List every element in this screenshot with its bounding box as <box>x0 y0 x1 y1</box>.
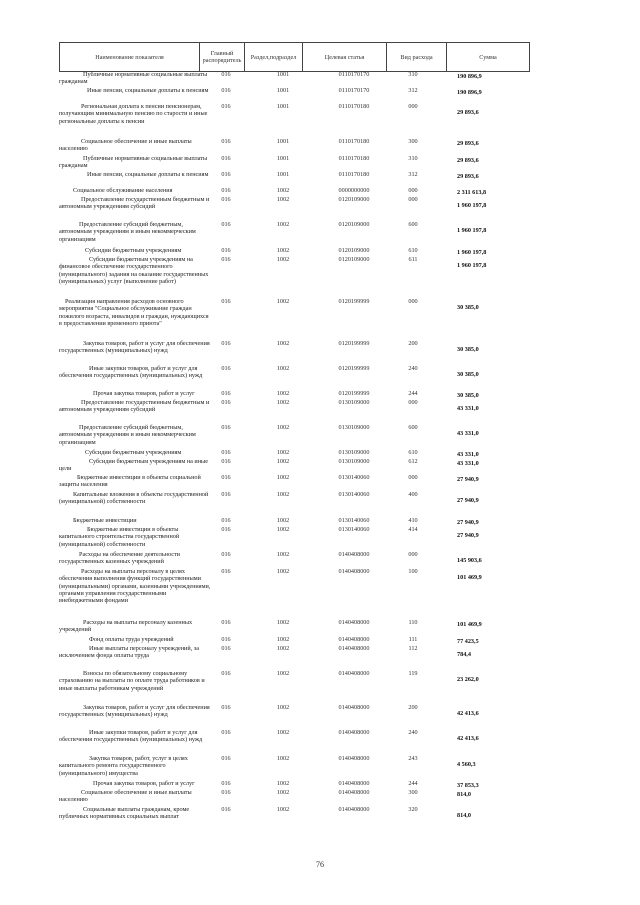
row-section: 1002 <box>276 187 290 194</box>
row-name: Прочая закупка товаров, работ и услуг <box>93 390 195 397</box>
row-target-item: 0140408000 <box>338 551 370 558</box>
row-section: 1002 <box>276 517 290 524</box>
row-target-item: 0110170170 <box>338 71 370 78</box>
row-expense-type: 100 <box>408 568 418 575</box>
row-section: 1002 <box>276 474 290 481</box>
row-name: Субсидии бюджетным учреждениям на финансовое обеспечение государственного (муниципального) задания на оказание государственных (муниципальных) услуг (выполнение работ) <box>59 256 209 285</box>
row-main-manager: 016 <box>221 729 231 736</box>
row-main-manager: 016 <box>221 789 231 796</box>
row-section: 1001 <box>276 155 290 162</box>
row-section: 1002 <box>276 806 290 813</box>
row-target-item: 0130140060 <box>338 526 370 533</box>
row-sum: 2 311 613,8 <box>457 189 487 196</box>
row-target-item: 0130109000 <box>338 449 370 456</box>
row-sum: 27 940,9 <box>457 532 479 539</box>
row-name: Прочая закупка товаров, работ и услуг <box>93 780 195 787</box>
row-name: Предоставление субсидий бюджетным, автономным учреждениям и иным некоммерческим организациям <box>59 221 196 243</box>
row-name: Расходы на выплаты персоналу казенных учреждений <box>59 619 193 634</box>
row-expense-type: 611 <box>408 256 418 263</box>
row-sum: 190 896,9 <box>457 73 482 80</box>
header-target-item: Целевая статья <box>303 43 387 72</box>
table-row <box>59 87 539 94</box>
table-row <box>59 704 539 719</box>
row-sum: 30 385,0 <box>457 392 479 399</box>
table-row <box>59 171 539 178</box>
row-target-item: 0140408000 <box>338 806 370 813</box>
row-sum: 30 385,0 <box>457 371 479 378</box>
row-main-manager: 016 <box>221 399 231 406</box>
row-sum: 77 423,5 <box>457 638 479 645</box>
row-expense-type: 240 <box>408 729 418 736</box>
row-target-item: 0120199999 <box>338 298 370 305</box>
row-expense-type: 300 <box>408 789 418 796</box>
row-name: Публичные нормативные социальные выплаты гражданам <box>59 155 208 170</box>
row-main-manager: 016 <box>221 171 231 178</box>
row-target-item: 0140408000 <box>338 704 370 711</box>
row-target-item: 0140408000 <box>338 729 370 736</box>
header-name: Наименование показателя <box>60 43 200 72</box>
row-main-manager: 016 <box>221 704 231 711</box>
row-sum: 1 960 197,8 <box>457 227 487 234</box>
row-expense-type: 312 <box>408 87 418 94</box>
table-row <box>59 256 539 285</box>
table-row <box>59 806 539 821</box>
table-row <box>59 491 539 506</box>
row-name: Иные закупки товаров, работ и услуг для обеспечения государственных (муниципальных) нужд <box>59 729 203 744</box>
row-sum: 29 893,6 <box>457 173 479 180</box>
row-section: 1002 <box>276 221 290 228</box>
row-expense-type: 200 <box>408 340 418 347</box>
table-row <box>59 755 539 777</box>
row-section: 1002 <box>276 670 290 677</box>
row-name: Социальное обеспечение и иные выплаты населению <box>59 789 192 804</box>
row-name: Социальное обслуживание населения <box>73 187 173 194</box>
row-target-item: 0110170180 <box>338 103 370 110</box>
row-target-item: 0130140060 <box>338 491 370 498</box>
table-row <box>59 196 539 211</box>
row-main-manager: 016 <box>221 138 231 145</box>
row-main-manager: 016 <box>221 256 231 263</box>
row-target-item: 0140408000 <box>338 670 370 677</box>
row-main-manager: 016 <box>221 298 231 305</box>
row-main-manager: 016 <box>221 755 231 762</box>
row-section: 1002 <box>276 340 290 347</box>
row-name: Иные закупки товаров, работ и услуг для обеспечения государственных (муниципальных) нужд <box>59 365 203 380</box>
row-section: 1002 <box>276 789 290 796</box>
row-section: 1002 <box>276 491 290 498</box>
row-sum: 30 385,0 <box>457 304 479 311</box>
row-name: Субсидии бюджетным учреждениям <box>85 449 182 456</box>
table-row <box>59 340 539 355</box>
table-row <box>59 187 539 194</box>
row-sum: 814,0 <box>457 791 471 798</box>
row-section: 1002 <box>276 298 290 305</box>
row-section: 1002 <box>276 645 290 652</box>
table-row <box>59 365 539 380</box>
row-name: Бюджетные инвестиции в объекты капитального строительства государственной (муниципальной) собственности <box>59 526 180 548</box>
row-expense-type: 610 <box>408 449 418 456</box>
row-main-manager: 016 <box>221 340 231 347</box>
table-row <box>59 645 539 660</box>
row-sum: 1 960 197,8 <box>457 249 487 256</box>
row-sum: 190 896,9 <box>457 89 482 96</box>
row-main-manager: 016 <box>221 458 231 465</box>
row-name: Иные выплаты персоналу учреждений, за исключением фонда оплаты труда <box>59 645 199 660</box>
row-sum: 1 960 197,8 <box>457 202 487 209</box>
row-expense-type: 612 <box>408 458 418 465</box>
table-row <box>59 399 539 414</box>
row-sum: 42 413,6 <box>457 735 479 742</box>
row-expense-type: 000 <box>408 196 418 203</box>
row-expense-type: 610 <box>408 247 418 254</box>
row-main-manager: 016 <box>221 187 231 194</box>
row-target-item: 0130109000 <box>338 424 370 431</box>
row-target-item: 0110170170 <box>338 87 370 94</box>
row-main-manager: 016 <box>221 221 231 228</box>
table-row <box>59 789 539 804</box>
table-row <box>59 780 539 787</box>
row-main-manager: 016 <box>221 806 231 813</box>
row-main-manager: 016 <box>221 491 231 498</box>
row-expense-type: 400 <box>408 491 418 498</box>
table-row <box>59 551 539 566</box>
row-name: Иные пенсии, социальные доплаты к пенсиям <box>87 171 209 178</box>
row-main-manager: 016 <box>221 670 231 677</box>
row-expense-type: 300 <box>408 138 418 145</box>
row-name: Фонд оплаты труда учреждений <box>89 636 174 643</box>
row-target-item: 0120109000 <box>338 196 370 203</box>
row-main-manager: 016 <box>221 568 231 575</box>
row-sum: 4 560,3 <box>457 761 476 768</box>
row-sum: 1 960 197,8 <box>457 262 487 269</box>
row-sum: 27 940,9 <box>457 519 479 526</box>
row-name: Предоставление государственным бюджетным и автономным учреждениям субсидий <box>59 196 210 211</box>
row-expense-type: 000 <box>408 551 418 558</box>
row-main-manager: 016 <box>221 87 231 94</box>
row-name: Иные пенсии, социальные доплаты к пенсиям <box>87 87 209 94</box>
row-target-item: 0140408000 <box>338 636 370 643</box>
row-main-manager: 016 <box>221 196 231 203</box>
table-row <box>59 517 539 524</box>
row-expense-type: 000 <box>408 474 418 481</box>
row-sum: 42 413,6 <box>457 710 479 717</box>
row-main-manager: 016 <box>221 619 231 626</box>
table-header <box>59 42 530 72</box>
row-expense-type: 244 <box>408 780 418 787</box>
row-main-manager: 016 <box>221 474 231 481</box>
row-main-manager: 016 <box>221 155 231 162</box>
row-main-manager: 016 <box>221 103 231 110</box>
row-sum: 43 331,0 <box>457 430 479 437</box>
row-name: Расходы на выплаты персоналу в целях обеспечения выполнения функций государственными (муниципальными) органами, казенными учреждениями, органами управления государственными внебюджетными фондами <box>59 568 211 605</box>
row-section: 1002 <box>276 551 290 558</box>
row-sum: 43 331,0 <box>457 460 479 467</box>
row-name: Предоставление государственным бюджетным и автономным учреждениям субсидий <box>59 399 210 414</box>
row-name: Публичные нормативные социальные выплаты гражданам <box>59 71 208 86</box>
row-section: 1002 <box>276 399 290 406</box>
row-name: Бюджетные инвестиции в объекты социальной защиты населения <box>59 474 201 489</box>
row-expense-type: 310 <box>408 71 418 78</box>
row-section: 1001 <box>276 103 290 110</box>
row-expense-type: 119 <box>408 670 418 677</box>
row-sum: 23 262,0 <box>457 676 479 683</box>
row-expense-type: 320 <box>408 806 418 813</box>
row-section: 1002 <box>276 780 290 787</box>
row-target-item: 0110170180 <box>338 155 370 162</box>
table-row <box>59 71 539 86</box>
row-main-manager: 016 <box>221 71 231 78</box>
table-row <box>59 526 539 548</box>
row-expense-type: 600 <box>408 424 418 431</box>
row-name: Предоставление субсидий бюджетным, автономным учреждениям и иным некоммерческим организациям <box>59 424 196 446</box>
header-section: Раздел,подраздел <box>245 43 303 72</box>
header-main-manager: Главный распорядитель <box>200 43 245 72</box>
row-name: Социальное обеспечение и иные выплаты населению <box>59 138 192 153</box>
row-section: 1002 <box>276 256 290 263</box>
row-main-manager: 016 <box>221 551 231 558</box>
row-name: Закупка товаров, работ и услуг для обеспечения государственных (муниципальных) нужд <box>59 704 210 719</box>
row-target-item: 0130140060 <box>338 474 370 481</box>
row-target-item: 0000000000 <box>338 187 370 194</box>
row-main-manager: 016 <box>221 247 231 254</box>
row-expense-type: 312 <box>408 171 418 178</box>
row-target-item: 0140408000 <box>338 789 370 796</box>
row-main-manager: 016 <box>221 365 231 372</box>
row-target-item: 0120199999 <box>338 390 370 397</box>
row-sum: 29 893,6 <box>457 109 479 116</box>
row-main-manager: 016 <box>221 780 231 787</box>
row-section: 1002 <box>276 568 290 575</box>
row-section: 1001 <box>276 171 290 178</box>
table-row <box>59 458 539 473</box>
row-target-item: 0130140060 <box>338 517 370 524</box>
row-expense-type: 410 <box>408 517 418 524</box>
row-name: Субсидии бюджетным учреждениям на иные цели <box>59 458 208 473</box>
row-section: 1001 <box>276 71 290 78</box>
row-expense-type: 110 <box>408 619 418 626</box>
row-main-manager: 016 <box>221 449 231 456</box>
header-sum: Сумма <box>447 43 530 72</box>
row-expense-type: 240 <box>408 365 418 372</box>
row-name: Закупка товаров, работ, услуг в целях капитального ремонта государственного (муниципального) имущества <box>59 755 188 777</box>
table-row <box>59 670 539 692</box>
row-target-item: 0140408000 <box>338 780 370 787</box>
row-main-manager: 016 <box>221 645 231 652</box>
row-main-manager: 016 <box>221 390 231 397</box>
row-sum: 101 469,9 <box>457 621 482 628</box>
row-target-item: 0120199999 <box>338 340 370 347</box>
row-expense-type: 414 <box>408 526 418 533</box>
row-section: 1002 <box>276 526 290 533</box>
row-expense-type: 244 <box>408 390 418 397</box>
row-section: 1002 <box>276 449 290 456</box>
row-sum: 43 331,0 <box>457 405 479 412</box>
row-sum: 814,0 <box>457 812 471 819</box>
row-name: Капитальные вложения в объекты государственной (муниципальной) собственности <box>59 491 209 506</box>
row-name: Бюджетные инвестиции <box>73 517 137 524</box>
row-target-item: 0140408000 <box>338 568 370 575</box>
row-sum: 101 469,9 <box>457 574 482 581</box>
row-expense-type: 000 <box>408 103 418 110</box>
row-expense-type: 112 <box>408 645 418 652</box>
row-expense-type: 000 <box>408 399 418 406</box>
row-target-item: 0110170180 <box>338 138 370 145</box>
row-sum: 784,4 <box>457 651 471 658</box>
row-name: Региональная доплата к пенсии пенсионерам, получающим минимальную пенсию по старости и иные региональные доплаты к пенсии <box>59 103 208 125</box>
row-sum: 29 893,6 <box>457 157 479 164</box>
table-row <box>59 636 539 643</box>
table-row <box>59 221 539 243</box>
row-target-item: 0120109000 <box>338 221 370 228</box>
table-row <box>59 729 539 744</box>
row-section: 1002 <box>276 196 290 203</box>
row-section: 1002 <box>276 365 290 372</box>
row-target-item: 0130109000 <box>338 458 370 465</box>
row-sum: 27 940,9 <box>457 497 479 504</box>
row-name: Расходы на обеспечение деятельности государственных казенных учреждений <box>59 551 180 566</box>
row-main-manager: 016 <box>221 424 231 431</box>
row-name: Взносы по обязательному социальному страхованию на выплаты по оплате труда работников и иные выплаты работникам учреждений <box>59 670 205 692</box>
row-name: Субсидии бюджетным учреждениям <box>85 247 182 254</box>
table-row <box>59 424 539 446</box>
table-row <box>59 298 539 327</box>
row-section: 1002 <box>276 247 290 254</box>
row-sum: 43 331,0 <box>457 451 479 458</box>
row-target-item: 0140408000 <box>338 645 370 652</box>
table-row <box>59 103 539 125</box>
row-expense-type: 200 <box>408 704 418 711</box>
row-target-item: 0120199999 <box>338 365 370 372</box>
table-row <box>59 155 539 170</box>
row-sum: 30 385,0 <box>457 346 479 353</box>
table-row <box>59 568 539 604</box>
row-section: 1002 <box>276 424 290 431</box>
row-expense-type: 310 <box>408 155 418 162</box>
row-section: 1002 <box>276 755 290 762</box>
row-section: 1001 <box>276 138 290 145</box>
row-main-manager: 016 <box>221 526 231 533</box>
row-name: Реализация направления расходов основного мероприятия "Социальное обслуживание граждан пожилого возраста, инвалидов и граждан, нуждающихся в предоставлении временного приюта" <box>59 298 209 327</box>
row-section: 1002 <box>276 729 290 736</box>
row-expense-type: 000 <box>408 298 418 305</box>
row-target-item: 0130109000 <box>338 399 370 406</box>
row-sum: 27 940,9 <box>457 476 479 483</box>
row-expense-type: 111 <box>408 636 418 643</box>
row-expense-type: 000 <box>408 187 418 194</box>
row-section: 1001 <box>276 87 290 94</box>
row-main-manager: 016 <box>221 517 231 524</box>
table-row <box>59 474 539 489</box>
row-section: 1002 <box>276 704 290 711</box>
row-section: 1002 <box>276 390 290 397</box>
row-sum: 37 853,3 <box>457 782 479 789</box>
row-name: Закупка товаров, работ и услуг для обеспечения государственных (муниципальных) нужд <box>59 340 210 355</box>
row-expense-type: 600 <box>408 221 418 228</box>
row-section: 1002 <box>276 458 290 465</box>
table-row <box>59 619 539 634</box>
row-target-item: 0140408000 <box>338 619 370 626</box>
table-row <box>59 390 539 397</box>
table-row <box>59 449 539 456</box>
row-target-item: 0140408000 <box>338 755 370 762</box>
table-row <box>59 138 539 153</box>
page-number: 76 <box>316 860 324 869</box>
row-target-item: 0120109000 <box>338 247 370 254</box>
row-target-item: 0120109000 <box>338 256 370 263</box>
row-section: 1002 <box>276 636 290 643</box>
header-expense-type: Вид расхода <box>387 43 447 72</box>
row-sum: 29 893,6 <box>457 140 479 147</box>
row-expense-type: 243 <box>408 755 418 762</box>
row-target-item: 0110170180 <box>338 171 370 178</box>
table-row <box>59 247 539 254</box>
row-name: Социальные выплаты гражданам, кроме публичных нормативных социальных выплат <box>59 806 190 821</box>
row-section: 1002 <box>276 619 290 626</box>
row-main-manager: 016 <box>221 636 231 643</box>
row-sum: 145 903,6 <box>457 557 482 564</box>
